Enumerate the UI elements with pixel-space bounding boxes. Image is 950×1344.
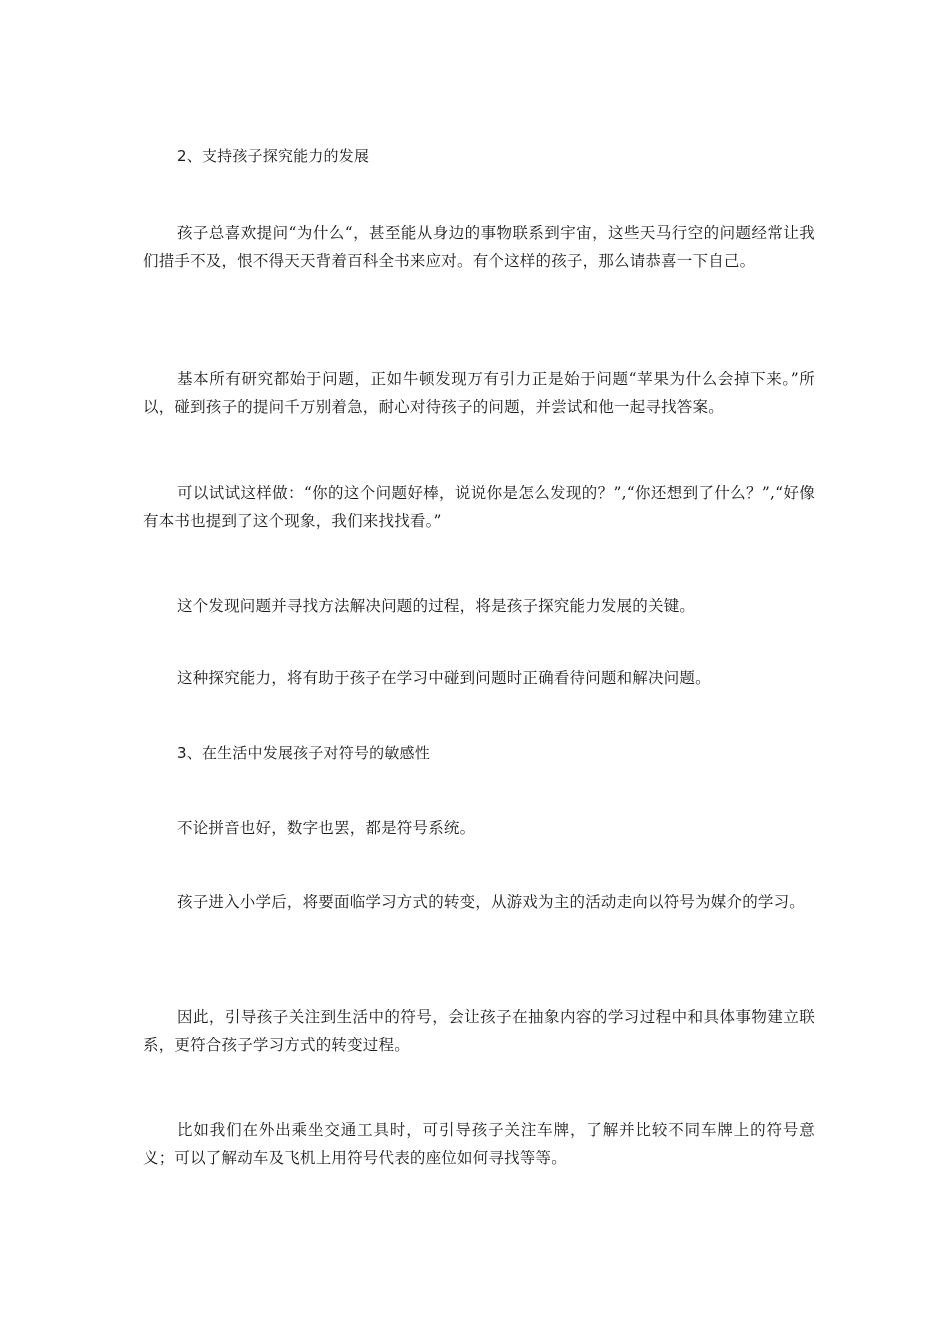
paragraph-4: 这个发现问题并寻找方法解决问题的过程，将是孩子探究能力发展的关键。 — [177, 597, 696, 615]
paragraph-6: 不论拼音也好，数字也罢，都是符号系统。 — [177, 819, 476, 837]
paragraph-7: 孩子进入小学后，将要面临学习方式的转变，从游戏为主的活动走向以符号为媒介的学习。 — [177, 893, 806, 911]
section-heading-2: 2、支持孩子探究能力的发展 — [177, 147, 370, 165]
paragraph-3: 可以试试这样做：“你的这个问题好棒，说说你是怎么发现的？”,“你还想到了什么？”,“好像有本书也提到了这个现象，我们来找找看。” — [143, 484, 815, 530]
section-heading-3: 3、在生活中发展孩子对符号的敏感性 — [177, 744, 430, 762]
paragraph-5: 这种探究能力，将有助于孩子在学习中碰到问题时正确看待问题和解决问题。 — [177, 669, 711, 687]
paragraph-2: 基本所有研究都始于问题，正如牛顿发现万有引力正是始于问题“苹果为什么会掉下来。”所以，碰到孩子的提问千万别着急，耐心对待孩子的问题，并尝试和他一起寻找答案。 — [143, 370, 815, 416]
paragraph-1: 孩子总喜欢提问“为什么“，甚至能从身边的事物联系到宇宙，这些天马行空的问题经常让我们措手不及，恨不得天天背着百科全书来应对。有个这样的孩子，那么请恭喜一下自己。 — [143, 224, 815, 270]
paragraph-8: 因此，引导孩子关注到生活中的符号，会让孩子在抽象内容的学习过程中和具体事物建立联系，更符合孩子学习方式的转变过程。 — [143, 1008, 815, 1054]
paragraph-9: 比如我们在外出乘坐交通工具时，可引导孩子关注车牌，了解并比较不同车牌上的符号意义；可以了解动车及飞机上用符号代表的座位如何寻找等等。 — [143, 1121, 815, 1167]
